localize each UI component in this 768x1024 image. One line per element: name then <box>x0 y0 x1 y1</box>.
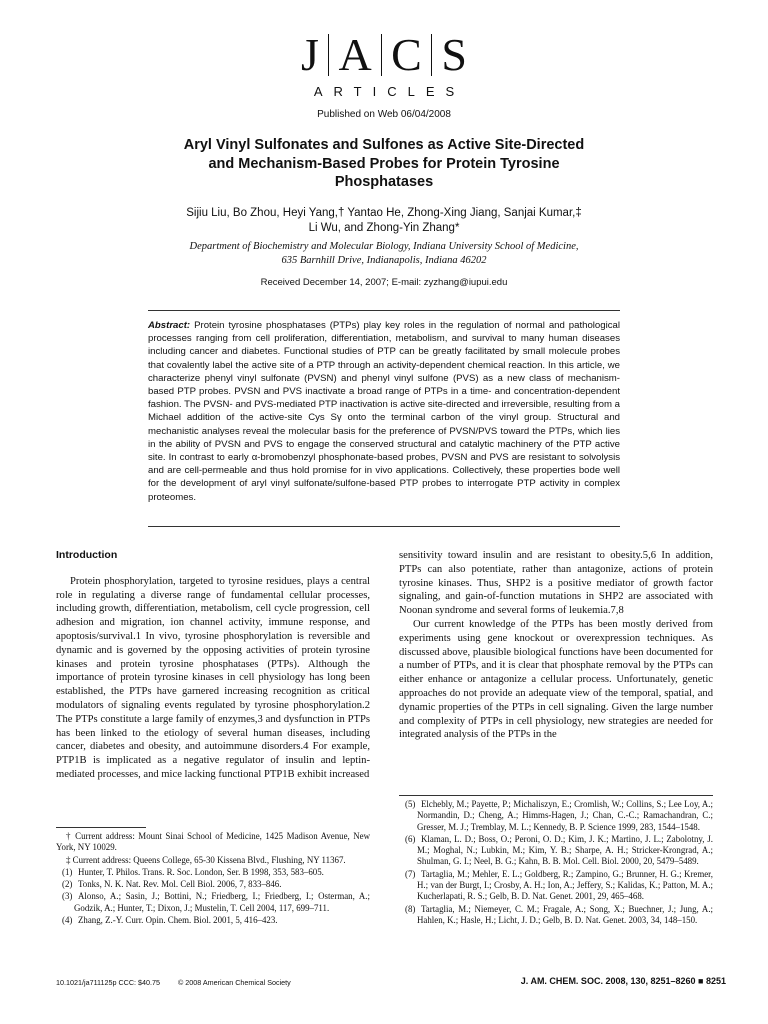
reference-number: (2) <box>62 879 73 890</box>
logo-letter-s: S <box>441 29 467 80</box>
reference-number: (1) <box>62 866 73 877</box>
article-title <box>130 136 638 192</box>
section-label: ARTICLES <box>313 84 466 99</box>
reference-number: (3) <box>62 891 73 902</box>
right-column-body <box>399 549 713 742</box>
left-column-notes <box>56 831 370 927</box>
abstract <box>148 319 620 504</box>
logo-letter-c: C <box>391 29 422 80</box>
footer-doi: 10.1021/ja711125p CCC: $40.75 <box>56 978 161 987</box>
footnote-rule <box>56 827 146 828</box>
body-paragraph: Our current knowledge of the PTPs has been mostly derived from experiments using gene knockout or overexpression techniques. As discussed above, plausible biological functions have been documented for a number of PTPs, and it is clear that phosphate removal by the PTPs can either enhance or antagonize a cellular process. Unfortunately, genetic approaches do not provide an adequate view of the temporal, spatial, and dynamic properties of the PTPs in cell signaling. Given the large number and complexity of PTPs in cell physiology, new strategies are needed for integrated analysis of the PTPs in the <box>399 618 713 741</box>
author-line: Sijiu Liu, Bo Zhou, Heyi Yang,† Yantao He, Zhong-Xing Jiang, Sanjai Kumar,‡ <box>186 207 582 219</box>
author-line: Li Wu, and Zhong-Yin Zhang* <box>308 222 460 234</box>
reference-text: Zhang, Z.-Y. Curr. Opin. Chem. Biol. 2001, 5, 416–423. <box>78 915 278 926</box>
received-line: Received December 14, 2007; E-mail: zyzhang@iupui.edu <box>260 277 508 288</box>
abstract-bottom-rule <box>148 526 620 527</box>
reference-text: Tonks, N. K. Nat. Rev. Mol. Cell Biol. 2006, 7, 833–846. <box>78 879 282 890</box>
author-footnote: ‡ Current address: Queens College, 65-30 Kissena Blvd., Flushing, NY 11367. <box>66 854 346 865</box>
right-column-references <box>399 799 713 927</box>
reference-text: Tartaglia, M.; Niemeyer, C. M.; Fragale, A.; Song, X.; Buechner, J.; Jung, A.; Hahlen, K.; Hasle, H.; Licht, J. D.; Gelb, B. D. Nat. Genet. 2003, 34, 148–150. <box>417 903 713 925</box>
reference-number: (7) <box>405 868 416 879</box>
abstract-top-rule <box>148 310 620 311</box>
footer-copyright: © 2008 American Chemical Society <box>178 978 291 987</box>
reference-item <box>399 799 713 833</box>
abstract-label: Abstract: <box>148 320 191 331</box>
reference-item <box>56 879 370 890</box>
reference-number: (6) <box>405 833 416 844</box>
journal-masthead <box>0 30 768 120</box>
reference-number: (8) <box>405 903 416 914</box>
published-date: Published on Web 06/04/2008 <box>317 109 451 120</box>
title-line: and Mechanism-Based Probes for Protein Tyrosine <box>208 155 560 172</box>
title-line: Aryl Vinyl Sulfonates and Sulfones as Active Site-Directed <box>183 137 585 153</box>
reference-item <box>56 915 370 926</box>
abstract-text: Protein tyrosine phosphatases (PTPs) play key roles in the regulation of normal and pathological processes ranging from cell proliferation, differentiation, metabolism, and survival to many human diseases including cancer and diabetes. Functional studies of PTP can be greatly facilitated by small molecule probes that covalently label the active site of a PTP through an activity-dependent chemical reaction. In this article, we characterize phenyl vinyl sulfonate (PVSN) and phenyl vinyl sulfone (PVS) as a new class of mechanism-based PTP probes. PVSN and PVS inactivate a broad range of PTPs in a time- and concentration-dependent fashion. The PVSN- and PVS-mediated PTP inactivation is active site-directed and irreversible, resulting from a Michael addition of the active-site Cys Sγ onto the terminal carbon of the vinyl group. Structural and mechanistic analyses reveal the molecular basis for the preference of PVSN/PVS toward the PTPs, which lies in the ability of PVSN and PVS to engage the conserved structural and catalytic machinery of the PTP active site. In contrast to early α-bromobenzyl phosphonate-based probes, PVSN and PVS are resistant to solvolysis and are cell-permeable and thus hold promise for in vivo applications. Collectively, these properties bode well for the development of aryl vinyl sulfonate/sulfone-based PTP probes to interrogate PTP activity in complex proteomes. <box>148 320 620 503</box>
references-rule <box>399 795 713 796</box>
reference-item <box>399 834 713 868</box>
reference-item <box>399 904 713 927</box>
author-footnote: † Current address: Mount Sinai School of Medicine, 1425 Madison Avenue, New York, NY 10029. <box>56 831 370 853</box>
logo-letter-j: J <box>301 29 319 80</box>
body-paragraph: sensitivity toward insulin and are resistant to obesity.5,6 In addition, PTPs can also potentiate, rather than antagonize, actions of protein tyrosine kinases. Thus, SHP2 is a positive mediator of growth factor signaling, and gain-of-function mutations in SHP2 are associated with Noonan syndrome and several forms of leukemia.7,8 <box>399 550 713 617</box>
reference-item <box>56 867 370 878</box>
affiliation-line: Department of Biochemistry and Molecular Biology, Indiana University School of Medicine, <box>189 241 579 252</box>
body-paragraph: Protein phosphorylation, targeted to tyrosine residues, plays a central role in regulating a diverse range of fundamental cellular processes, including growth, differentiation, metabolism, cell cycle progression, cell adhesion and migration, ion channel activity, immune response, and apoptosis/survival.1 In vivo, tyrosine phosphorylation is reversible and dynamic and is governed by the opposing activities of protein tyrosine kinases and protein tyrosine phosphatases (PTPs). Although the importance of protein tyrosine kinases in cell physiology has long been established, the PTPs have garnered increasing recognition as critical modulators of signaling events regulated by tyrosine phosphorylation.2 The PTPs constitute a large family of enzymes,3 and dysfunction in PTPs has been linked to the etiology of several human diseases, including cancer, diabetes and obesity, and autoimmune disorders.4 For example, PTP1B is implicated as a negative regulator of insulin and leptin-mediated processes, and mice lacking functional PTP1B exhibit increased <box>56 575 370 780</box>
logo-letter-a: A <box>338 29 372 80</box>
reference-text: Alonso, A.; Sasin, J.; Bottini, N.; Friedberg, I.; Friedberg, I.; Osterman, A.; Godzik, A.; Hunter, T.; Dixon, J.; Mustelin, T. Cell 2004, 117, 699–711. <box>74 891 370 913</box>
left-column-body <box>56 549 370 782</box>
affiliation <box>120 240 648 267</box>
reference-item <box>56 891 370 914</box>
footer-citation: J. AM. CHEM. SOC. 2008, 130, 8251–8260 ■ 8251 <box>520 976 726 986</box>
section-heading: Introduction <box>56 549 118 561</box>
title-line: Phosphatases <box>334 174 434 190</box>
reference-number: (4) <box>62 915 73 926</box>
author-list <box>120 206 648 236</box>
reference-number: (5) <box>405 799 416 809</box>
jacs-logo <box>0 30 768 80</box>
reference-text: Tartaglia, M.; Mehler, E. L.; Goldberg, R.; Zampino, G.; Brunner, H. G.; Kremer, H.; van der Burgt, I.; Crosby, A. H.; Ion, A.; Jeffery, S.; Kalidas, K.; Patton, M. A.; Kucherlapati, R. S.; Gelb, B. D. Nat. Genet. 2001, 29, 465–468. <box>417 868 713 902</box>
reference-text: Hunter, T. Philos. Trans. R. Soc. London, Ser. B 1998, 353, 583–605. <box>78 866 324 877</box>
reference-text: Elchebly, M.; Payette, P.; Michaliszyn, E.; Cromlish, W.; Collins, S.; Lee Loy, A.; Normandin, D.; Cheng, A.; Himms-Hagen, J.; Chan, C.-C.; Ramachandran, C.; Gresser, M. J.; Tremblay, M. L.; Kennedy, B. P. Science 1999, 283, 1544–1548. <box>417 799 713 832</box>
reference-item <box>399 869 713 903</box>
affiliation-line: 635 Barnhill Drive, Indianapolis, Indiana 46202 <box>281 254 487 266</box>
reference-text: Klaman, L. D.; Boss, O.; Peroni, O. D.; Kim, J. K.; Martino, J. L.; Zabolotny, J. M.; Moghal, N.; Lubkin, M.; Kim, Y. B.; Sharpe, A. H.; Stricker-Krongrad, A.; Shulman, G. I.; Neel, B. G.; Kahn, B. B. Mol. Cell. Biol. 2000, 20, 5479–5489. <box>417 833 713 867</box>
